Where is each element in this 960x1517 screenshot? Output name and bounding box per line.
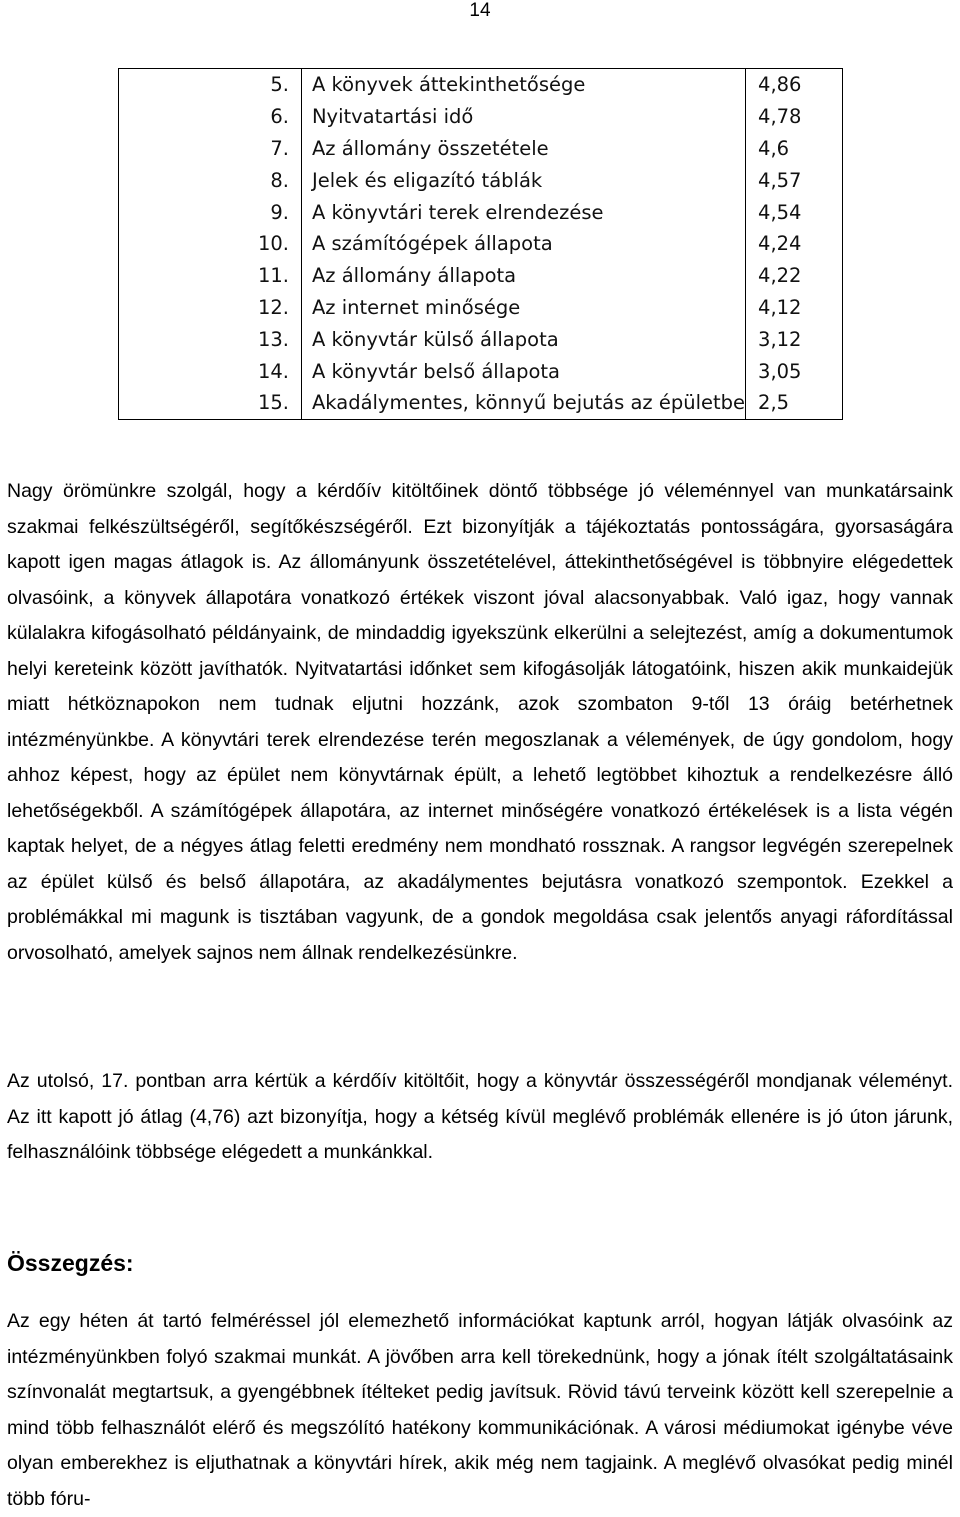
criterion-label: Az állomány összetétele — [311, 136, 549, 160]
body-paragraph: Nagy örömünkre szolgál, hogy a kérdőív kitöltőinek döntő többsége jó véleménnyel van munkatársaink szakmai felkészültségéről, segítőkészségéről. Ezt bizonyítják a tájékoztatás pontosságára, gyorsaságára kapott igen magas átlagok is. Az állományunk összetételével, áttekinthetőségével is többnyire elégedettek olvasóink, a könyvek állapotára vonatkozó értékek viszont jóval alacsonyabbak. Való igaz, hogy vannak külalakra kifogásolható példányaink, de mindaddig igyekszünk elkerülni a selejtezést, amíg a dokumentumok helyi kereteink között javíthatók. Nyitvatartási időnket sem kifogásolják látogatóink, hiszen akik munkaidejük miatt hétköznapokon nem tudnak eljutni hozzánk, azok szombaton 9-től 13 óráig betérhetnek intézményünkbe. A könyvtári terek elrendezése terén megoszlanak a vélemények, de úgy gondolom, hogy ahhoz képest, hogy az épület nem könyvtárnak épült, a lehető legtöbbet kihoztuk a rendelkezésre álló lehetőségekből. A számítógépek állapotára, az internet minőségére vonatkozó értékelések is a lista végén kaptak helyet, de a négyes átlag feletti eredmény nem mondható rossznak. A rangsor legvégén szerepelnek az épület külső és belső állapotára, az akadálymentes bejutásra vonatkozó szempontok. Ezekkel a problémákkal mi magunk is tisztában vagyunk, de a gondok megoldása csak jelentős anyagi ráfordítással orvosolható, amelyek sajnos nem állnak rendelkezésünkre. — [7, 480, 953, 964]
table-row — [119, 164, 843, 196]
spacer-cell — [119, 355, 198, 387]
criterion-label: A számítógépek állapota — [311, 232, 553, 256]
table-row — [119, 101, 843, 133]
rank-number: 10. — [198, 228, 302, 260]
spacer-cell — [119, 387, 198, 419]
paragraph-summary — [7, 1304, 953, 1517]
average-score: 4,24 — [746, 228, 843, 260]
table-row — [119, 260, 843, 292]
spacer-cell — [119, 292, 198, 324]
table-row — [119, 323, 843, 355]
criterion-label: Jelek és eligazító táblák — [311, 168, 543, 192]
table-row — [119, 196, 843, 228]
average-score: 4,6 — [746, 133, 843, 165]
rank-number: 14. — [198, 355, 302, 387]
table-row — [119, 69, 843, 101]
table-row — [119, 355, 843, 387]
criterion-label: A könyvtári terek elrendezése — [311, 200, 604, 224]
criterion-label: A könyvtár külső állapota — [311, 327, 559, 351]
average-score: 4,54 — [746, 196, 843, 228]
average-score: 4,12 — [746, 292, 843, 324]
page-number: 14 — [469, 0, 491, 21]
spacer-cell — [119, 260, 198, 292]
paragraph-evaluation — [7, 474, 953, 971]
spacer-cell — [119, 101, 198, 133]
table-row — [119, 387, 843, 419]
rank-number: 9. — [198, 196, 302, 228]
summary-heading: Összegzés: — [7, 1250, 134, 1276]
rank-number: 7. — [198, 133, 302, 165]
ranking-table — [118, 68, 843, 420]
average-score: 4,57 — [746, 164, 843, 196]
rank-number: 13. — [198, 323, 302, 355]
rank-number: 11. — [198, 260, 302, 292]
criterion-label: A könyvtár belső állapota — [311, 359, 560, 383]
rank-number: 6. — [198, 101, 302, 133]
average-score: 3,05 — [746, 355, 843, 387]
criterion-label: Nyitvatartási idő — [311, 105, 474, 129]
average-score: 4,22 — [746, 260, 843, 292]
criterion-label: Az állomány állapota — [311, 264, 517, 288]
spacer-cell — [119, 323, 198, 355]
average-score: 2,5 — [746, 387, 843, 419]
table-row — [119, 228, 843, 260]
rank-number: 15. — [198, 387, 302, 419]
spacer-cell — [119, 164, 198, 196]
rank-number: 8. — [198, 164, 302, 196]
table-row — [119, 292, 843, 324]
spacer-cell — [119, 196, 198, 228]
spacer-cell — [119, 133, 198, 165]
criterion-label: Akadálymentes, könnyű bejutás az épületbe — [311, 391, 746, 415]
average-score: 3,12 — [746, 323, 843, 355]
body-paragraph: Az utolsó, 17. pontban arra kértük a kérdőív kitöltőit, hogy a könyvtár összességéről mondjanak véleményt. Az itt kapott jó átlag (4,76) azt bizonyítja, hogy a kétség kívül meglévő problémák ellenére is jó úton járunk, felhasználóink többsége elégedett a munkánkkal. — [7, 1070, 953, 1163]
spacer-cell — [119, 69, 198, 101]
body-paragraph: Az egy héten át tartó felméréssel jól elemezhető információkat kaptunk arról, hogyan látják olvasóink az intézményünkben folyó szakmai munkát. A jövőben arra kell törekednünk, hogy a jónak ítélt szolgáltatásaink színvonalát megtartsuk, a gyengébbnek ítélteket pedig javítsuk. Rövid távú terveink között kell szerepelnie a mind több felhasználót elérő és megszólító hatékony kommunikációnak. A városi médiumokat igénybe véve olyan emberekhez is eljuthatnak a könyvtári hírek, akik még nem tagjaink. A meglévő olvasókat pedig minél több fóru- — [7, 1310, 953, 1510]
table-row — [119, 133, 843, 165]
average-score: 4,78 — [746, 101, 843, 133]
paragraph-overall — [7, 1064, 953, 1171]
rank-number: 5. — [198, 69, 302, 101]
spacer-cell — [119, 228, 198, 260]
criterion-label: Az internet minősége — [311, 295, 521, 319]
rank-number: 12. — [198, 292, 302, 324]
average-score: 4,86 — [746, 69, 843, 101]
criterion-label: A könyvek áttekinthetősége — [311, 73, 586, 97]
